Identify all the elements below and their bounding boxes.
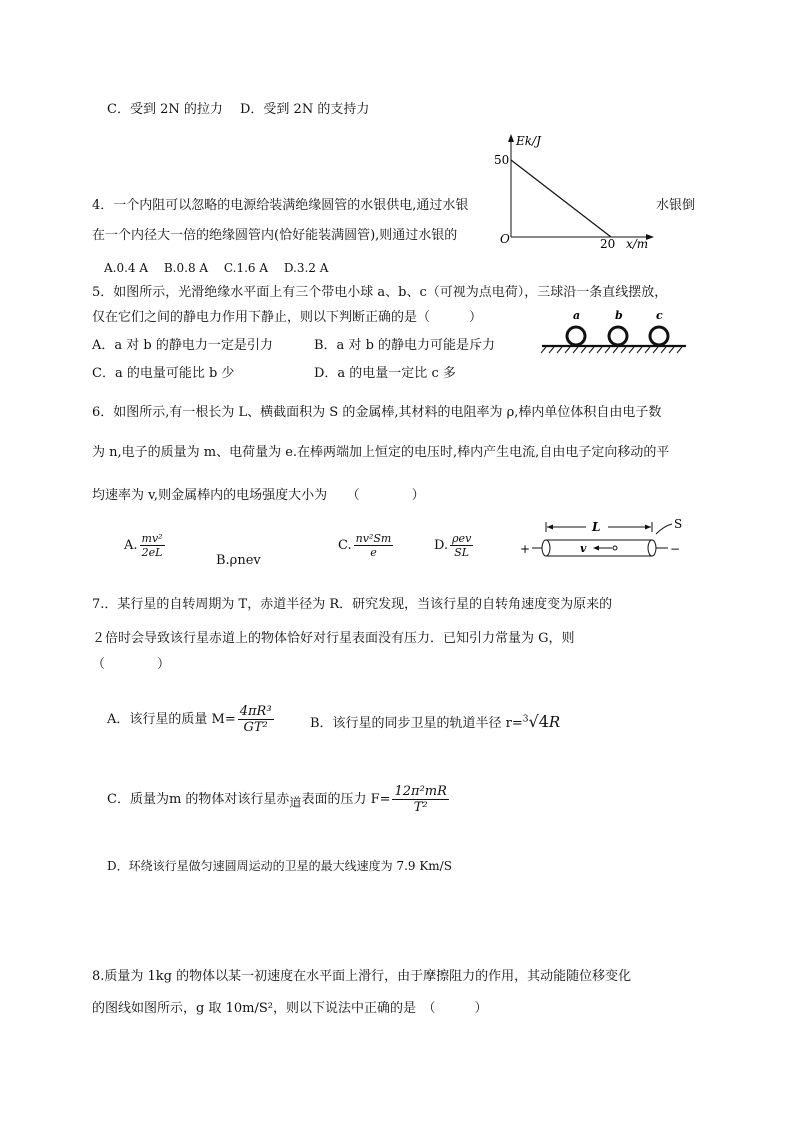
q3-options: C．受到 2N 的拉力 D．受到 2N 的支持力 — [107, 102, 370, 117]
rod-area-label: S — [674, 517, 683, 531]
q6-option-a: A. $\frac{\text{mv²}}{2eL}$ — [124, 532, 163, 559]
q6-option-b: B.ρnev — [216, 553, 261, 568]
q6-line2: 为 n,电子的质量为 m、电荷量为 e.在棒两端加上恒定的电压时,棒内产生电流,自由电子定向移动的平 — [92, 445, 670, 460]
surface-hatch — [541, 347, 682, 353]
q7-option-b: B．该行星的同步卫星的轨道半径 r=$^3$√4R — [310, 712, 561, 731]
rod-length-label: L — [592, 520, 601, 534]
rod-minus-sign: − — [670, 542, 681, 556]
q6-option-d: D. $\frac{\text{ρev}}{SL}$ — [434, 532, 472, 559]
q5-option-b: B．a 对 b 的静电力可能是斥力 — [314, 338, 496, 353]
q7-option-d: D．环绕该行星做匀速圆周运动的卫星的最大线速度为 7.9 Km/S — [107, 859, 452, 873]
q7-line2: ２倍时会导致该行星赤道上的物体恰好对行星表面没有压力．已知引力常量为 G，则 — [92, 631, 575, 646]
graph-y-tick: 50 — [494, 153, 510, 167]
graph-x-tick: 20 — [600, 237, 616, 251]
q5-line1: 5．如图所示，光滑绝缘水平面上有三个带电小球 a、b、c（可视为点电荷），三球沿一条直线摆放， — [92, 285, 668, 300]
metal-rod-figure — [516, 516, 694, 564]
q5-option-c: C．a 的电量可能比 b 少 — [92, 366, 235, 381]
ball-b — [609, 327, 627, 345]
q7-line3: （ ） — [92, 657, 171, 672]
rod-velocity-label: v — [580, 542, 587, 555]
q6-line3: 均速率为 v,则金属棒内的电场强度大小为 （ ） — [92, 488, 425, 503]
q4-line2: 在一个内径大一倍的绝缘圆管内(恰好能装满圆管),则通过水银的 — [92, 228, 458, 243]
ball-a-label: a — [573, 309, 581, 322]
ball-a — [567, 327, 585, 345]
graph-axes — [508, 134, 654, 240]
q5-option-d: D．a 的电量一定比 c 多 — [314, 366, 456, 381]
q5-option-a: A．a 对 b 的静电力一定是引力 — [92, 338, 273, 353]
ball-c — [650, 327, 668, 345]
rod-plus-sign: + — [520, 542, 531, 556]
q7-line1: 7.．某行星的自转周期为 T，赤道半径为 R．研究发现，当该行星的自转角速度变为原来的 — [92, 597, 613, 612]
q8-line2: 的图线如图所示，g 取 10m/S²，则以下说法中正确的是 （ ） — [92, 1001, 488, 1016]
q6-option-c: C. $\frac{\text{nv²Sm}}{e}$ — [338, 532, 392, 559]
ball-b-label: b — [615, 309, 623, 322]
q7-option-c: C．质量为m 的物体对该行星赤$_道$表面的压力 F= $\frac{\text{12π²mR}}{\text{T²}}$ — [107, 784, 447, 815]
graph-origin: O — [500, 232, 510, 246]
q4-line1-right: 水银倒 — [656, 198, 696, 213]
q4-line1: 4．一个内阻可以忽略的电源给装满绝缘圆管的水银供电,通过水银 — [92, 198, 469, 213]
q5-line2: 仅在它们之间的静电力作用下静止，则以下判断正确的是（ ） — [92, 310, 483, 325]
three-balls-figure — [540, 308, 690, 354]
graph-y-label: Ek/J — [516, 134, 541, 148]
ball-c-label: c — [656, 309, 663, 322]
q8-line1: 8.质量为 1kg 的物体以某一初速度在水平面上滑行，由于摩擦阻力的作用，其动能随位移变化 — [92, 969, 632, 984]
ek-x-graph — [492, 130, 657, 252]
q7-option-a: A．该行星的质量 M= $\frac{\text{4πR³}}{\text{GT²}}$ — [107, 704, 272, 735]
ek-line — [511, 160, 611, 237]
q6-line1: 6．如图所示,有一根长为 L、横截面积为 S 的金属棒,其材料的电阻率为 ρ,棒内单位体积自由电子数 — [92, 405, 662, 420]
q4-options: A.0.4 A B.0.8 A C.1.6 A D.3.2 A — [104, 261, 329, 275]
graph-x-label: x/m — [626, 237, 649, 251]
